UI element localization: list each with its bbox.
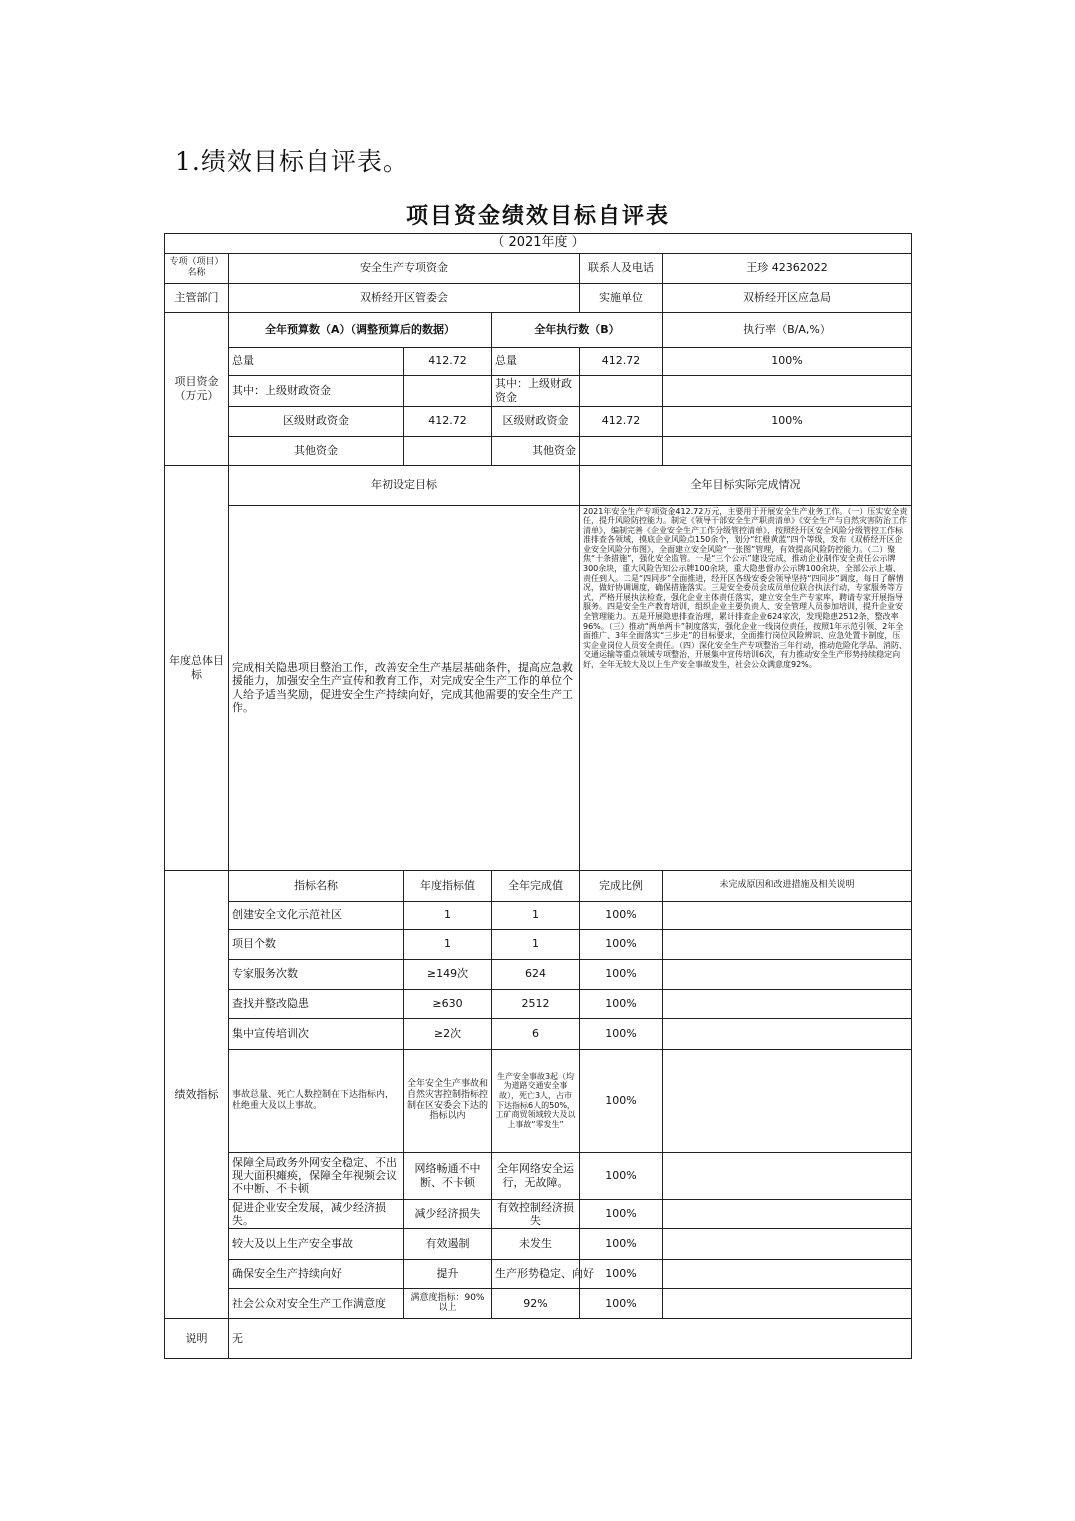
goal-set-header: 年初设定目标 bbox=[229, 465, 580, 505]
perf-header-target: 年度指标值 bbox=[404, 870, 492, 901]
indicator-name: 专家服务次数 bbox=[229, 959, 404, 989]
indicator-name: 创建安全文化示范社区 bbox=[229, 901, 404, 929]
funds-row-budget: 412.72 bbox=[404, 347, 492, 375]
perf-header-note: 未完成原因和改进措施及相关说明 bbox=[663, 870, 912, 901]
indicator-note bbox=[663, 929, 912, 959]
funds-row-exec-label: 区级财政资金 bbox=[492, 406, 580, 436]
funds-row-budget: 412.72 bbox=[404, 406, 492, 436]
indicator-name: 确保安全生产持续向好 bbox=[229, 1259, 404, 1288]
indicator-name: 集中宣传培训次 bbox=[229, 1018, 404, 1049]
indicator-name: 保障全局政务外网安全稳定、不出现大面积瘫痪，保障全年视频会议不中断、不卡顿 bbox=[229, 1152, 404, 1199]
contact-label: 联系人及电话 bbox=[580, 253, 663, 283]
indicator-note bbox=[663, 1228, 912, 1259]
indicator-ratio: 100% bbox=[580, 989, 663, 1018]
indicator-ratio: 100% bbox=[580, 1228, 663, 1259]
indicator-target: 提升 bbox=[404, 1259, 492, 1288]
indicator-actual: 6 bbox=[492, 1018, 580, 1049]
indicator-row bbox=[165, 1288, 912, 1318]
indicator-row bbox=[165, 1018, 912, 1049]
indicator-target: 网络畅通不中断、不卡顿 bbox=[404, 1152, 492, 1199]
indicator-actual: 生产安全事故3起（均为道路交通安全事故），死亡3人，占市下达指标6人的50%，工矿商贸领域较大及以上事故“零发生” bbox=[492, 1049, 580, 1152]
perf-label: 绩效指标 bbox=[165, 870, 229, 1318]
indicator-actual: 1 bbox=[492, 901, 580, 929]
indicator-note bbox=[663, 1049, 912, 1152]
contact-value: 王珍 42362022 bbox=[663, 253, 912, 283]
indicator-actual: 有效控制经济损失 bbox=[492, 1199, 580, 1228]
indicator-name: 社会公众对安全生产工作满意度 bbox=[229, 1288, 404, 1318]
indicator-ratio: 100% bbox=[580, 901, 663, 929]
indicator-name: 较大及以上生产安全事故 bbox=[229, 1228, 404, 1259]
indicator-actual: 未发生 bbox=[492, 1228, 580, 1259]
indicator-actual: 生产形势稳定、向好 bbox=[492, 1259, 580, 1288]
indicator-row bbox=[165, 959, 912, 989]
funds-row-label: 区级财政资金 bbox=[229, 406, 404, 436]
funds-row-exec-label: 总量 bbox=[492, 347, 580, 375]
indicator-name: 查找并整改隐患 bbox=[229, 989, 404, 1018]
funds-row-label: 其中：上级财政资金 bbox=[229, 375, 404, 406]
indicator-note bbox=[663, 989, 912, 1018]
funds-row-rate: 100% bbox=[663, 347, 912, 375]
indicator-row bbox=[165, 1199, 912, 1228]
indicator-target: 1 bbox=[404, 901, 492, 929]
budget-header: 全年预算数（A）（调整预算后的数据） bbox=[229, 312, 492, 347]
indicator-row bbox=[165, 1228, 912, 1259]
indicator-ratio: 100% bbox=[580, 1259, 663, 1288]
project-name-label: 专项（项目）名称 bbox=[165, 253, 229, 283]
indicator-target: 1 bbox=[404, 929, 492, 959]
indicator-actual: 全年网络安全运行，无故障。 bbox=[492, 1152, 580, 1199]
indicator-row bbox=[165, 1049, 912, 1152]
funds-row-rate bbox=[663, 436, 912, 465]
funds-row-rate bbox=[663, 375, 912, 406]
funds-row-exec bbox=[580, 436, 663, 465]
indicator-note bbox=[663, 959, 912, 989]
indicator-row bbox=[165, 929, 912, 959]
indicator-actual: 1 bbox=[492, 929, 580, 959]
indicator-target: 全年安全生产事故和自然灾害控制指标控制在区安委会下达的指标以内 bbox=[404, 1049, 492, 1152]
goal-done-text: 2021年安全生产专项资金412.72万元，主要用于开展安全生产业务工作。（一）压实安全责任，提升风险防控能力。制定《领导干部安全生产职责清单》《安全生产与自然灾害防治工作清单》，编制完善《企业安全生产工作分级管控清单》，按照经开区安全风险分级管控工作标准排查各领域，摸底企业风险点150余个，划分“红橙黄蓝”四个等级，发布《双桥经开区企业安全风险分布图》，全面建立安全风险“一张图”管理，有效提高风险防控能力。（二）聚焦“十条措施”，强化安全监管。一是“三个公示”建设完成，推动企业制作安全责任公示牌300余块，重大风险告知公示牌100余块，重大隐患督办公示牌100余块，全部公示上墙、责任到人。二是“四同步”全面推进，经开区各级安委会领导坚持“四同步”调度，每日了解情况，做好协调调度，确保措施落实。三是安全委员会成员单位联合执法行动，专家服务等方式，严格开展执法检查，强化企业主体责任落实，建立安全生产专家库，聘请专家开展指导服务。四是安全生产教育培训，组织企业主要负责人、安全管理人员参加培训，提升企业安全管理能力。五是开展隐患排查治理，累计排查企业624家次，发现隐患2512条，整改率96%。（三）推动“两单两卡”制度落实，强化企业一线岗位责任，按照1年示范引领、2年全面推广、3年全面落实“三步走”的目标要求，全面推行岗位风险辨识、应急处置卡制度，压实企业岗位人员安全责任。（四）深化安全生产专项整治三年行动，推动危险化学品、消防、交通运输等重点领域专项整治，开展集中宣传培训6次，有力推动安全生产形势持续稳定向好，全年无较大及以上生产安全事故发生，社会公众满意度92%。 bbox=[580, 505, 912, 870]
exec-header: 全年执行数（B） bbox=[492, 312, 663, 347]
funds-row bbox=[165, 436, 912, 465]
table-year: （ 2021年度 ） bbox=[165, 233, 912, 253]
indicator-row bbox=[165, 989, 912, 1018]
funds-row-budget bbox=[404, 436, 492, 465]
indicator-target: ≥630 bbox=[404, 989, 492, 1018]
indicator-ratio: 100% bbox=[580, 1152, 663, 1199]
dept-value: 双桥经开区管委会 bbox=[229, 283, 580, 312]
indicator-name: 事故总量、死亡人数控制在下达指标内，杜绝重大及以上事故。 bbox=[229, 1049, 404, 1152]
section-heading: 1.绩效目标自评表。 bbox=[175, 147, 409, 176]
indicator-note bbox=[663, 1018, 912, 1049]
indicator-target: 减少经济损失 bbox=[404, 1199, 492, 1228]
self-evaluation-table bbox=[164, 199, 912, 1359]
indicator-name: 促进企业安全发展，减少经济损失。 bbox=[229, 1199, 404, 1228]
indicator-actual: 2512 bbox=[492, 989, 580, 1018]
funds-label: 项目资金（万元） bbox=[165, 312, 229, 465]
funds-row-budget bbox=[404, 375, 492, 406]
indicator-ratio: 100% bbox=[580, 959, 663, 989]
indicator-target: 有效遏制 bbox=[404, 1228, 492, 1259]
funds-row bbox=[165, 406, 912, 436]
rate-header: 执行率（B/A,%） bbox=[663, 312, 912, 347]
indicator-actual: 624 bbox=[492, 959, 580, 989]
funds-row-rate: 100% bbox=[663, 406, 912, 436]
remark-label: 说明 bbox=[165, 1318, 229, 1358]
project-name: 安全生产专项资金 bbox=[229, 253, 580, 283]
perf-header-ratio: 完成比例 bbox=[580, 870, 663, 901]
funds-row-exec: 412.72 bbox=[580, 347, 663, 375]
impl-label: 实施单位 bbox=[580, 283, 663, 312]
indicator-name: 项目个数 bbox=[229, 929, 404, 959]
indicator-note bbox=[663, 1152, 912, 1199]
funds-row-exec bbox=[580, 375, 663, 406]
indicator-target: ≥2次 bbox=[404, 1018, 492, 1049]
indicator-row bbox=[165, 1152, 912, 1199]
funds-row-label: 总量 bbox=[229, 347, 404, 375]
dept-label: 主管部门 bbox=[165, 283, 229, 312]
indicator-ratio: 100% bbox=[580, 929, 663, 959]
indicator-note bbox=[663, 1199, 912, 1228]
goal-label: 年度总体目标 bbox=[165, 465, 229, 870]
indicator-ratio: 100% bbox=[580, 1288, 663, 1318]
funds-row-exec: 412.72 bbox=[580, 406, 663, 436]
table-title: 项目资金绩效目标自评表 bbox=[165, 199, 912, 233]
indicator-actual: 92% bbox=[492, 1288, 580, 1318]
goal-set-text: 完成相关隐患项目整治工作，改善安全生产基层基础条件，提高应急救援能力，加强安全生产宣传和教育工作，对完成安全生产工作的单位个人给予适当奖励，促进安全生产持续向好，完成其他需要的安全生产工作。 bbox=[229, 505, 580, 870]
indicator-note bbox=[663, 1288, 912, 1318]
indicator-target: ≥149次 bbox=[404, 959, 492, 989]
funds-row bbox=[165, 375, 912, 406]
indicator-target: 满意度指标：90%以上 bbox=[404, 1288, 492, 1318]
indicator-ratio: 100% bbox=[580, 1199, 663, 1228]
funds-row-exec-label: 其他资金 bbox=[492, 436, 580, 465]
funds-row-label: 其他资金 bbox=[229, 436, 404, 465]
remark-value: 无 bbox=[229, 1318, 912, 1358]
indicator-row bbox=[165, 1259, 912, 1288]
goal-done-header: 全年目标实际完成情况 bbox=[580, 465, 912, 505]
indicator-ratio: 100% bbox=[580, 1049, 663, 1152]
funds-row bbox=[165, 347, 912, 375]
impl-value: 双桥经开区应急局 bbox=[663, 283, 912, 312]
perf-header-name: 指标名称 bbox=[229, 870, 404, 901]
indicator-note bbox=[663, 1259, 912, 1288]
indicator-ratio: 100% bbox=[580, 1018, 663, 1049]
perf-header-actual: 全年完成值 bbox=[492, 870, 580, 901]
funds-row-exec-label: 其中：上级财政资金 bbox=[492, 375, 580, 406]
indicator-note bbox=[663, 901, 912, 929]
indicator-row bbox=[165, 901, 912, 929]
